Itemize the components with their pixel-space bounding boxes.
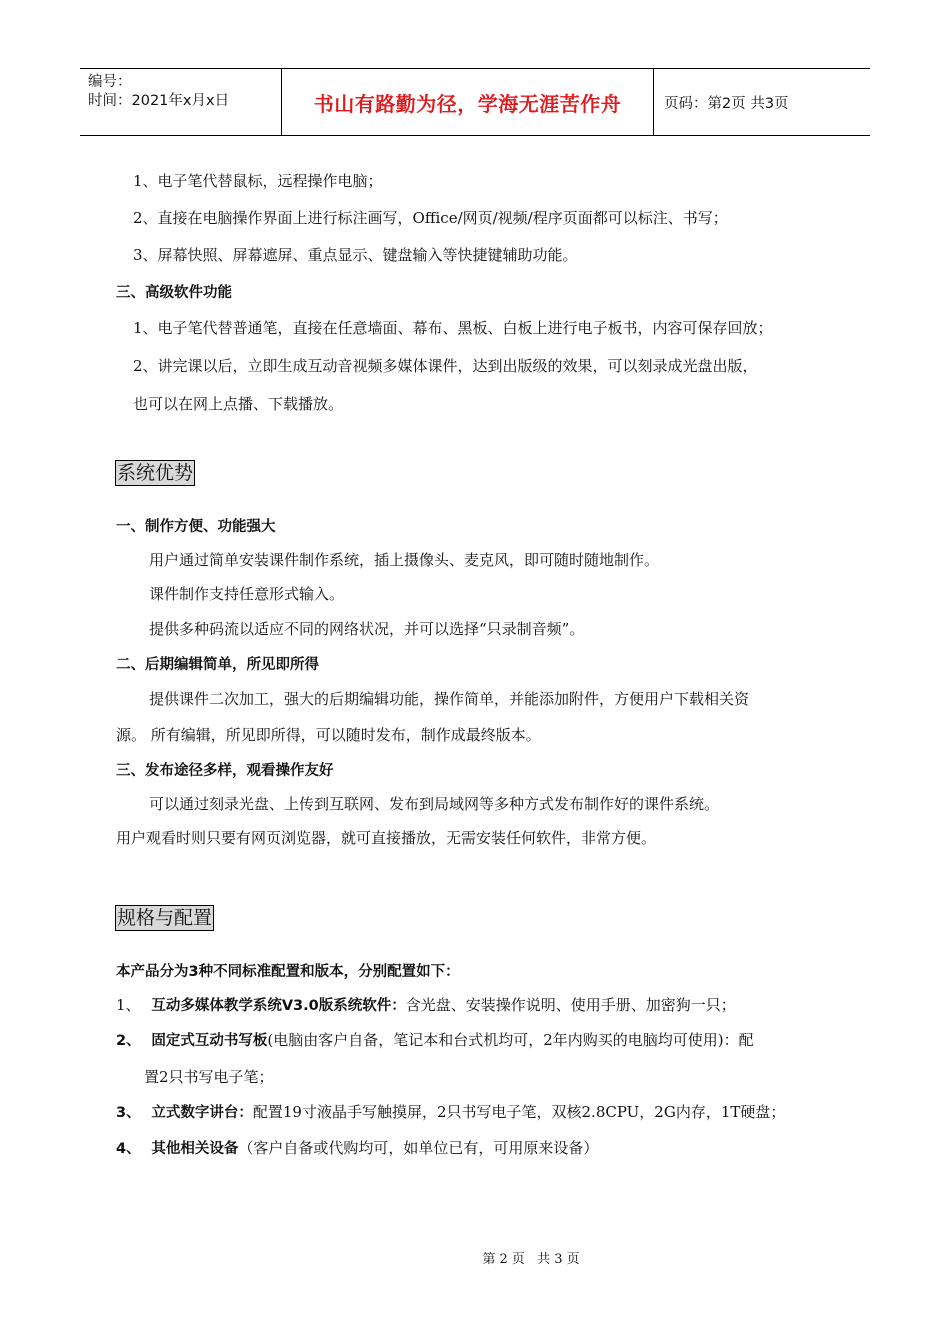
spec-item-4-number: 4、: [116, 1141, 141, 1157]
spec-item-1-number: 1、: [116, 996, 141, 1014]
spec-item-1: [116, 994, 736, 1015]
spec-item-1-text: 含光盘、安装操作说明、使用手册、加密狗一只；: [405, 996, 736, 1014]
spec-item-2-cont: 置2只书写电子笔；: [144, 1068, 274, 1086]
advanced-item-2-cont: 也可以在网上点播、下载播放。: [133, 395, 344, 413]
header-meta: [80, 69, 282, 135]
advanced-heading: 三、高级软件功能: [116, 285, 232, 301]
spec-item-2-title: 固定式互动书写板: [151, 1033, 268, 1049]
advantages-line-3-2: 用户观看时则只要有网页浏览器，就可直接播放，无需安装任何软件，非常方便。: [116, 829, 657, 847]
spec-item-1-title: 互动多媒体教学系统V3.0版系统软件：: [151, 998, 406, 1014]
spec-item-2-text: (电脑由客户自备，笔记本和台式机均可，2年内购买的电脑均可使用)：配: [267, 1031, 754, 1049]
page-footer: [0, 1248, 950, 1267]
advantages-line-1-1: 用户通过简单安装课件制作系统，插上摄像头、麦克风，即可随时随地制作。: [149, 551, 660, 569]
specs-intro: 本产品分为3种不同标准配置和版本，分别配置如下：: [116, 964, 460, 980]
advantages-line-2-1: 提供课件二次加工，强大的后期编辑功能，操作简单，并能添加附件，方便用户下载相关资: [149, 690, 750, 708]
advantages-line-2-2: 源。 所有编辑，所见即所得，可以随时发布，制作成最终版本。: [116, 726, 541, 744]
spec-item-4: [116, 1137, 598, 1158]
header-date: 时间：2021年x月x日: [88, 93, 230, 109]
spec-item-3: [116, 1101, 785, 1122]
advantages-heading-2: 二、后期编辑简单，所见即所得: [116, 657, 319, 673]
spec-item-4-text: （客户自备或代购均可，如单位已有，可用原来设备）: [238, 1139, 599, 1157]
specs-title: 规格与配置: [117, 907, 213, 929]
page-header: [80, 68, 870, 136]
advantages-line-1-3: 提供多种码流以适应不同的网络状况，并可以选择“只录制音频”。: [149, 620, 585, 638]
header-page-number: 页码：第2页 共3页: [664, 95, 789, 112]
advantages-heading-1: 一、制作方便、功能强大: [116, 519, 276, 535]
intro-item-3: 3、屏幕快照、屏幕遮屏、重点显示、键盘输入等快捷键辅助功能。: [133, 246, 578, 264]
intro-item-1: 1、电子笔代替鼠标，远程操作电脑；: [133, 172, 383, 190]
spec-item-2: [116, 1029, 754, 1050]
spec-item-4-title: 其他相关设备: [151, 1141, 239, 1157]
footer-page: 第 2 页: [482, 1252, 525, 1267]
spec-item-3-title: 立式数字讲台：: [151, 1105, 253, 1121]
advanced-item-1: 1、电子笔代替普通笔，直接在任意墙面、幕布、黑板、白板上进行电子板书，内容可保存回放；: [133, 319, 773, 337]
spec-item-2-number: 2、: [116, 1033, 141, 1049]
intro-item-2: 2、直接在电脑操作界面上进行标注画写，Office/网页/视频/程序页面都可以标注、书写；: [133, 209, 728, 227]
advantages-line-3-1: 可以通过刻录光盘、上传到互联网、发布到局域网等多种方式发布制作好的课件系统。: [149, 795, 720, 813]
footer-total: 共 3 页: [537, 1252, 580, 1267]
spec-item-3-number: 3、: [116, 1105, 141, 1121]
header-number: 编号：: [88, 74, 132, 90]
advantages-line-1-2: 课件制作支持任意形式输入。: [149, 585, 345, 603]
advantages-title: 系统优势: [117, 462, 194, 484]
spec-item-3-text: 配置19寸液晶手写触摸屏，2只书写电子笔，双核2.8CPU，2G内存，1T硬盘；: [252, 1103, 786, 1121]
advantages-heading-3: 三、发布途径多样，观看操作友好: [116, 763, 334, 779]
advanced-item-2: 2、讲完课以后，立即生成互动音视频多媒体课件，达到出版级的效果，可以刻录成光盘出版，: [133, 357, 758, 375]
header-motto: 书山有路勤为径，学海无涯苦作舟: [282, 69, 654, 135]
